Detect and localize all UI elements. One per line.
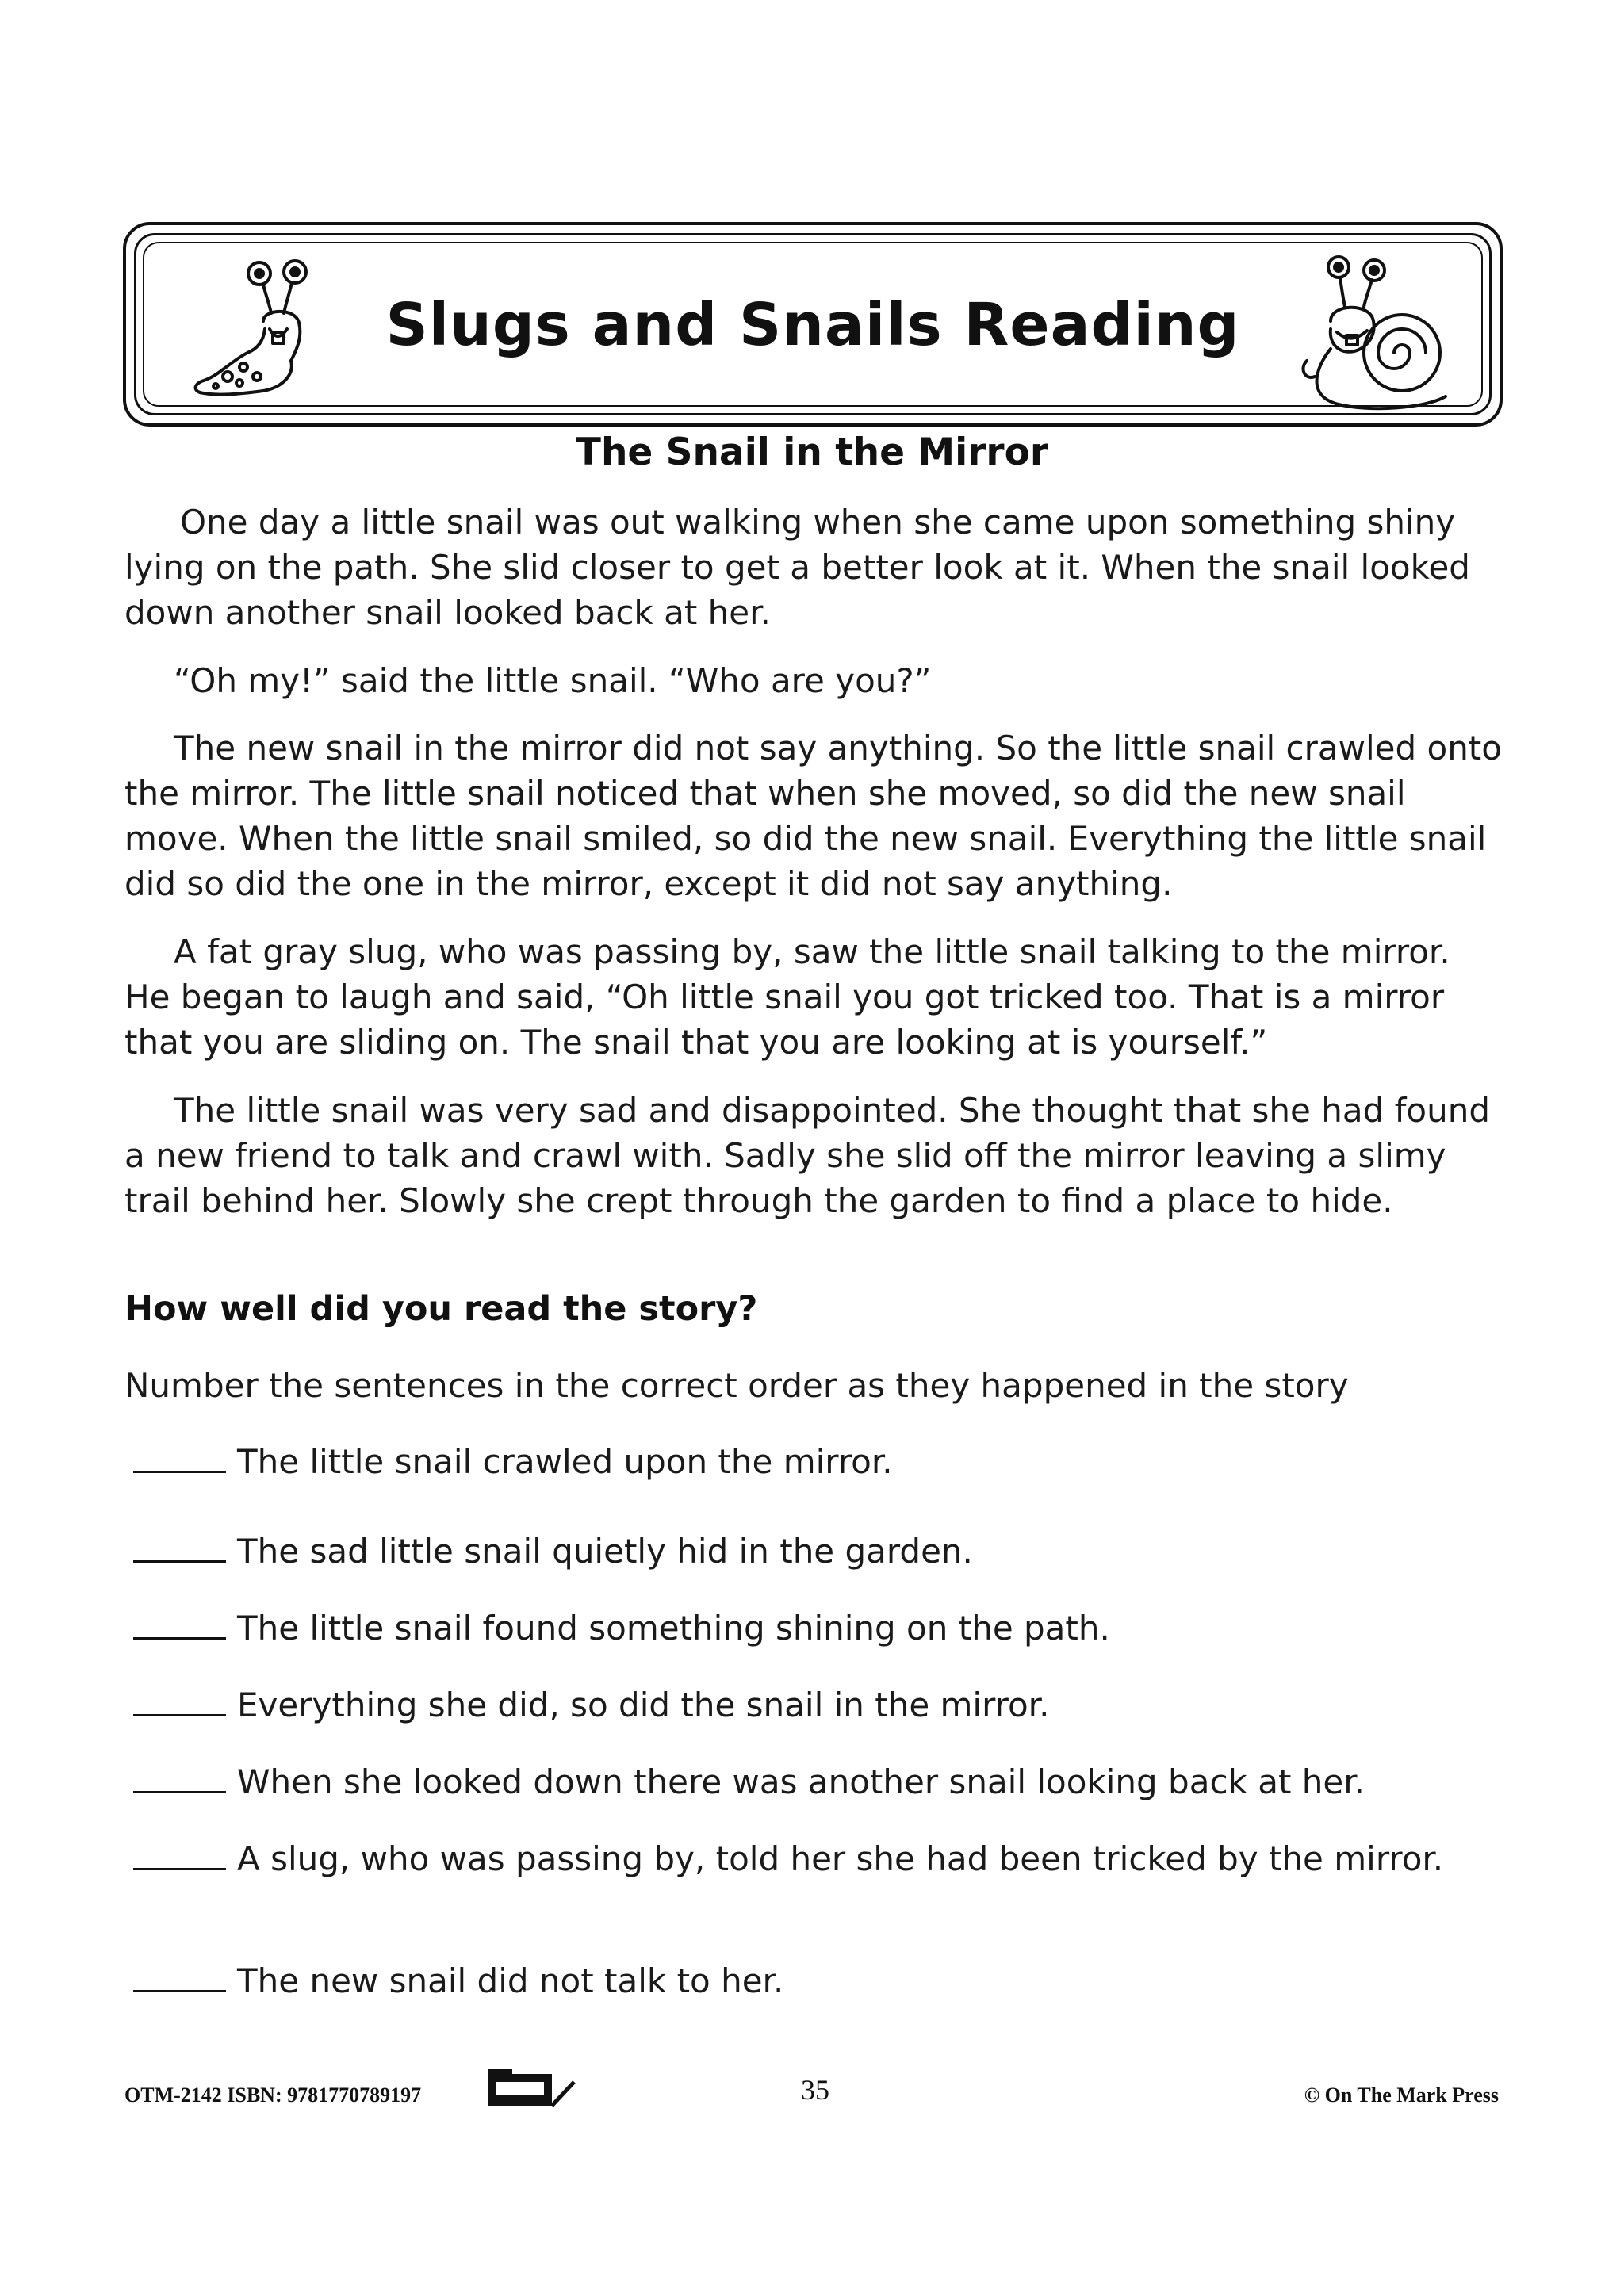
page-title: Slugs and Snails Reading	[385, 291, 1240, 359]
sentence-text: The new snail did not talk to her.	[237, 1961, 784, 2000]
list-item	[133, 1605, 1481, 1651]
sentence-text: Everything she did, so did the snail in the mirror.	[237, 1686, 1050, 1724]
answer-blank[interactable]	[133, 1439, 226, 1473]
title-banner-inner	[134, 233, 1492, 415]
list-item	[133, 1759, 1481, 1804]
story-paragraph: “Oh my!” said the little snail. “Who are you?”	[174, 661, 932, 700]
sentence-text: The sad little snail quietly hid in the garden.	[237, 1532, 973, 1571]
sentence-text: When she looked down there was another snail looking back at her.	[237, 1762, 1365, 1801]
instructions: Number the sentences in the correct order as they happened in the story	[124, 1366, 1349, 1405]
book-icon	[485, 2066, 580, 2114]
story-paragraph: The new snail in the mirror did not say anything. So the little snail crawled onto the mirror. The little snail noticed that when she moved, so did the new snail move. When the little snail smiled, so did the new snail. Everything the little snail did so did the one in the mirror, except it did not say anything.	[124, 729, 1502, 903]
sentence-text: The little snail crawled upon the mirror.	[237, 1442, 893, 1481]
slug-cartoon-icon	[184, 250, 343, 416]
publisher: © On The Mark Press	[1304, 2084, 1499, 2107]
answer-blank[interactable]	[133, 1529, 226, 1563]
page-number: 35	[801, 2074, 829, 2106]
answer-blank[interactable]	[133, 1759, 226, 1793]
story-paragraph: The little snail was very sad and disappointed. She thought that she had found a new friend to talk and crawl with. Sadly she slid off the mirror leaving a slimy trail behind her. Slowly she crept through the garden to find a place to hide.	[124, 1091, 1490, 1220]
sentence-text: A slug, who was passing by, told her she had been tricked by the mirror.	[237, 1839, 1444, 1878]
snail-cartoon-icon	[1291, 250, 1457, 420]
list-item	[133, 1529, 1481, 1574]
list-item	[133, 1836, 1497, 1881]
answer-blank[interactable]	[133, 1958, 226, 1992]
list-item	[133, 1439, 1481, 1484]
title-banner	[123, 222, 1503, 427]
sentence-text: The little snail found something shining on the path.	[237, 1609, 1110, 1647]
answer-blank[interactable]	[133, 1605, 226, 1640]
answer-blank[interactable]	[133, 1682, 226, 1716]
list-item	[133, 1682, 1481, 1728]
list-item	[133, 1958, 1481, 2003]
story-title: The Snail in the Mirror	[575, 430, 1049, 474]
story-paragraph: One day a little snail was out walking when she came upon something shiny lying on the path. She slid closer to get a better look at it. When the snail looked down another snail looked back at her.	[124, 503, 1470, 632]
answer-blank[interactable]	[133, 1836, 226, 1870]
story-paragraph: A fat gray slug, who was passing by, saw the little snail talking to the mirror. He began to laugh and said, “Oh little snail you got tricked too. That is a mirror that you are sliding on. The snail that you are looking at is yourself.”	[124, 932, 1450, 1062]
footer-code: OTM-2142 ISBN: 9781770789197	[124, 2084, 422, 2107]
question-heading: How well did you read the story?	[124, 1289, 758, 1329]
